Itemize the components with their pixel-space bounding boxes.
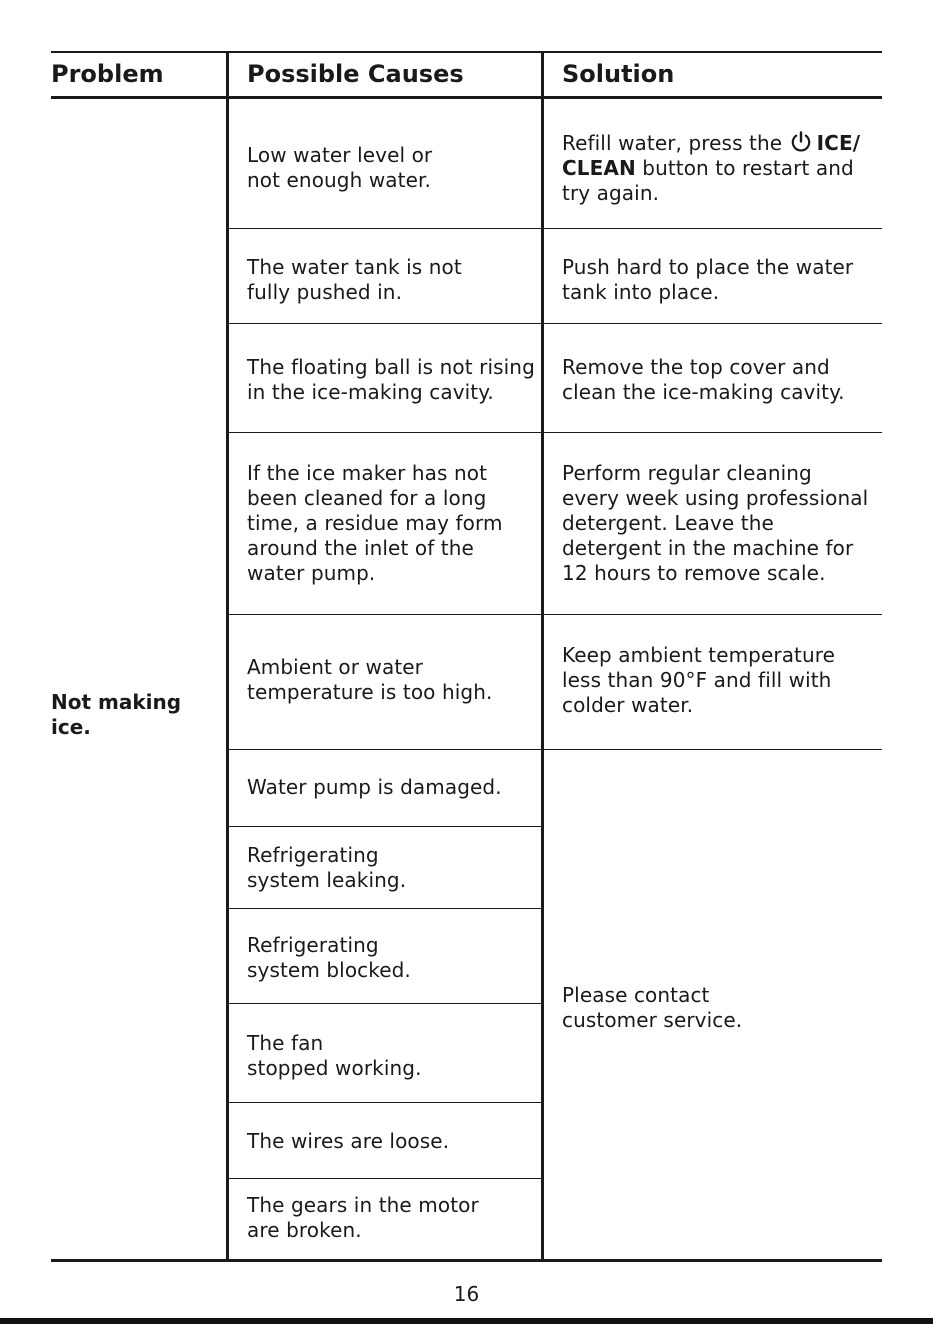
solution-text xyxy=(562,130,882,206)
cause-text: Ambient or water temperature is too high. xyxy=(247,655,493,704)
header-bottom-rule xyxy=(51,96,882,99)
cause-row-divider xyxy=(228,432,542,433)
header-possible-causes: Possible Causes xyxy=(247,60,464,88)
header-problem: Problem xyxy=(51,60,164,88)
ice-label: ICE/ xyxy=(816,131,861,155)
page-number: 16 xyxy=(453,1282,480,1306)
cause-text: The wires are loose. xyxy=(247,1129,450,1153)
cause-row-divider xyxy=(228,1003,542,1004)
column-divider-1 xyxy=(226,51,229,1262)
cause-text: Refrigerating system leaking. xyxy=(247,843,407,892)
cause-text: If the ice maker has not been cleaned for a long time, a residue may form around the inlet of the water pump. xyxy=(247,461,503,585)
solution-row-divider xyxy=(543,614,882,615)
solution-row-divider xyxy=(543,323,882,324)
cause-text: Refrigerating system blocked. xyxy=(247,933,411,982)
cause-row-divider xyxy=(228,228,542,229)
cause-row-divider xyxy=(228,1178,542,1179)
cause-row-divider xyxy=(228,323,542,324)
solution-suffix: button to restart and try again. xyxy=(562,156,854,205)
table-top-rule xyxy=(51,51,882,53)
solution-text: Push hard to place the water tank into place. xyxy=(562,255,854,304)
solution-text: Remove the top cover and clean the ice-making cavity. xyxy=(562,355,845,404)
solution-text: Perform regular cleaning every week using professional detergent. Leave the detergent in the machine for 12 hours to remove scale. xyxy=(562,461,869,585)
problem-label: Not making ice. xyxy=(51,690,182,739)
cause-row-divider xyxy=(228,826,542,827)
power-icon xyxy=(789,130,813,154)
solution-prefix: Refill water, press the xyxy=(562,131,789,155)
cause-text: The floating ball is not rising in the ice-making cavity. xyxy=(247,355,535,404)
solution-row-divider xyxy=(543,749,882,750)
cause-text: The gears in the motor are broken. xyxy=(247,1193,479,1242)
solution-row-divider xyxy=(543,228,882,229)
bottom-edge-strip xyxy=(0,1318,933,1324)
cause-row-divider xyxy=(228,908,542,909)
solution-text: Keep ambient temperature less than 90°F and fill with colder water. xyxy=(562,643,836,717)
cause-text: Water pump is damaged. xyxy=(247,775,502,799)
cause-row-divider xyxy=(228,1102,542,1103)
cause-text: Low water level or not enough water. xyxy=(247,143,433,192)
solution-row-divider xyxy=(543,432,882,433)
cause-row-divider xyxy=(228,614,542,615)
cause-row-divider xyxy=(228,749,542,750)
header-solution: Solution xyxy=(562,60,675,88)
column-divider-2 xyxy=(541,51,544,1262)
cause-text: The water tank is not fully pushed in. xyxy=(247,255,462,304)
clean-label: CLEAN xyxy=(562,156,636,180)
cause-text: The fan stopped working. xyxy=(247,1031,422,1080)
shared-solution-text: Please contact customer service. xyxy=(562,983,743,1032)
table-bottom-rule xyxy=(51,1259,882,1262)
